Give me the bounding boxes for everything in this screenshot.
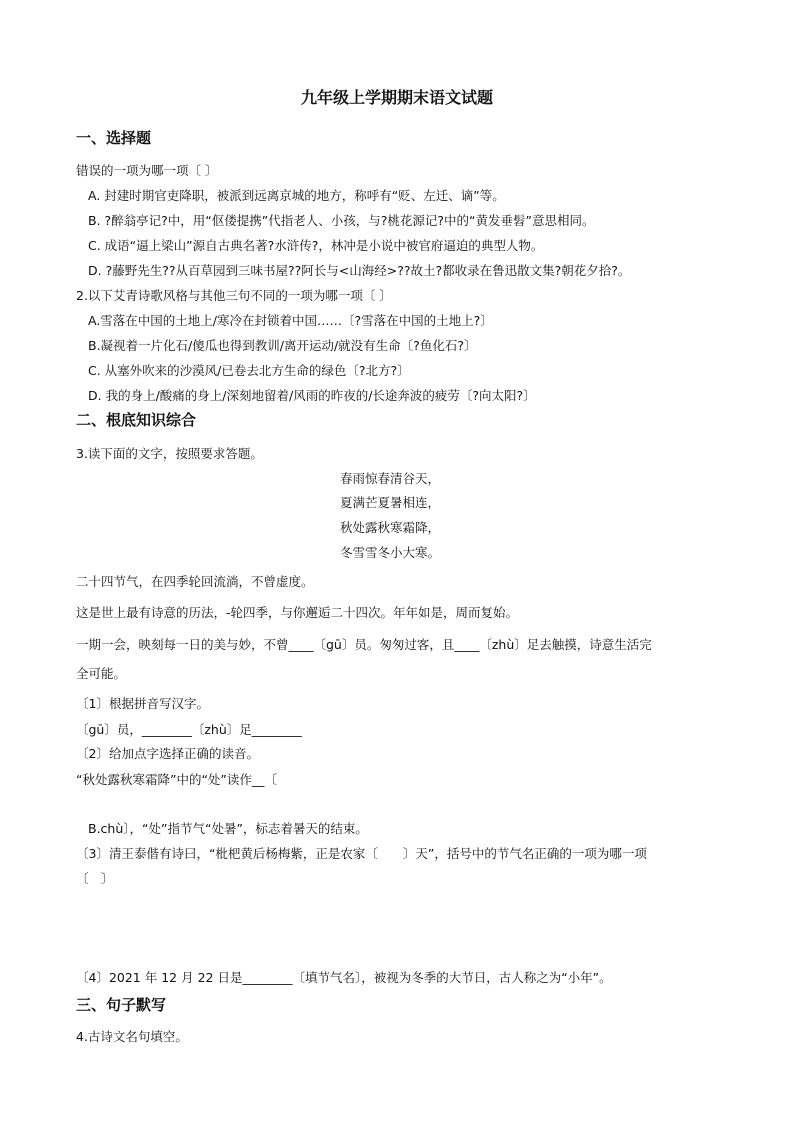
question-1-option-d: D. ?藤野先生??从百草园到三味书屋??阿长与<山海经>??故土?都收录在鲁迅散文集?朝花夕拾?。 bbox=[88, 263, 631, 278]
subquestion-3-choice-bracket: 〔 〕 bbox=[76, 871, 114, 886]
section-heading-recitation: 三、句子默写 bbox=[76, 996, 167, 1014]
section-heading-basics: 二、根底知识综合 bbox=[76, 411, 197, 429]
question-3: 3.读下面的文字，按照要求答题。 bbox=[76, 446, 263, 461]
subquestion-2-continued: B.chù〕，“处”指节气“处暑”，标志着暑天的结束。 bbox=[88, 821, 368, 836]
subquestion-1: 〔1〕根据拼音写汉字。 bbox=[76, 696, 209, 711]
question-1: 错误的一项为哪一项〔 〕 bbox=[76, 163, 218, 178]
subquestion-3: 〔3〕清王泰偕有诗曰，“枇杷黄后杨梅紫，正是农家〔 〕天”，括号中的节气名正确的一项为哪一项 bbox=[76, 846, 647, 861]
question-1-option-b: B. ?醉翁亭记?中，用“伛偻提携”代指老人、小孩，与?桃花源记?中的“黄发垂髫”意思相同。 bbox=[88, 213, 595, 228]
question-2-option-d: D. 我的身上/酸痛的身上/深刻地留着/风雨的昨夜的/长途奔波的疲劳〔?向太阳?〕 bbox=[88, 388, 536, 403]
question-2-option-b: B.凝视着一片化石/傻瓜也得到教训/离开运动/就没有生命〔?鱼化石?〕 bbox=[88, 338, 477, 353]
subquestion-2-prompt: “秋处露秋寒霜降”中的“处”读作__〔 bbox=[76, 772, 277, 787]
section-heading-choice: 一、选择题 bbox=[76, 129, 152, 147]
paragraph-3-continued: 全可能。 bbox=[76, 666, 127, 681]
question-4: 4.古诗文名句填空。 bbox=[76, 1029, 188, 1044]
question-1-option-a: A. 封建时期官吏降职，被派到远离京城的地方，称呼有“贬、左迁、谪”等。 bbox=[88, 188, 505, 203]
page-title: 九年级上学期期末语文试题 bbox=[300, 88, 493, 107]
paragraph-2: 这是世上最有诗意的历法，-轮四季，与你邂逅二十四次。年年如是，周而复始。 bbox=[76, 605, 519, 620]
subquestion-4: 〔4〕2021 年 12 月 22 日是________〔填节气名〕，被视为冬季的大节日，古人称之为“小年”。 bbox=[76, 970, 612, 985]
poem-line: 夏满芒夏暑相连， bbox=[340, 495, 441, 510]
question-1-option-c: C. 成语“逼上梁山”源自古典名著?水浒传?，林冲是小说中被官府逼迫的典型人物。 bbox=[88, 238, 544, 253]
subquestion-1-blanks: 〔gū〕员，________〔zhù〕足________ bbox=[76, 722, 302, 737]
poem-line: 冬雪雪冬小大寒。 bbox=[340, 545, 441, 560]
question-2-option-c: C. 从塞外吹来的沙漠风/已卷去北方生命的绿色〔?北方?〕 bbox=[88, 363, 410, 378]
question-2: 2.以下艾青诗歌风格与其他三句不同的一项为哪一项〔 〕 bbox=[76, 288, 392, 303]
poem-line: 秋处露秋寒霜降， bbox=[340, 520, 441, 535]
poem-line: 春雨惊春清谷天， bbox=[340, 471, 441, 486]
subquestion-2: 〔2〕给加点字选择正确的读音。 bbox=[76, 746, 259, 761]
paragraph-1: 二十四节气，在四季轮回流淌，不曾虚度。 bbox=[76, 574, 314, 589]
question-2-option-a: A.雪落在中国的土地上/寒冷在封锁着中国……〔?雪落在中国的土地上?〕 bbox=[88, 313, 493, 328]
paragraph-3: 一期一会，映刻每一日的美与妙，不曾____〔gū〕员。匆匆过客，且____〔zhù〕足去触摸，诗意生活完 bbox=[76, 637, 652, 652]
